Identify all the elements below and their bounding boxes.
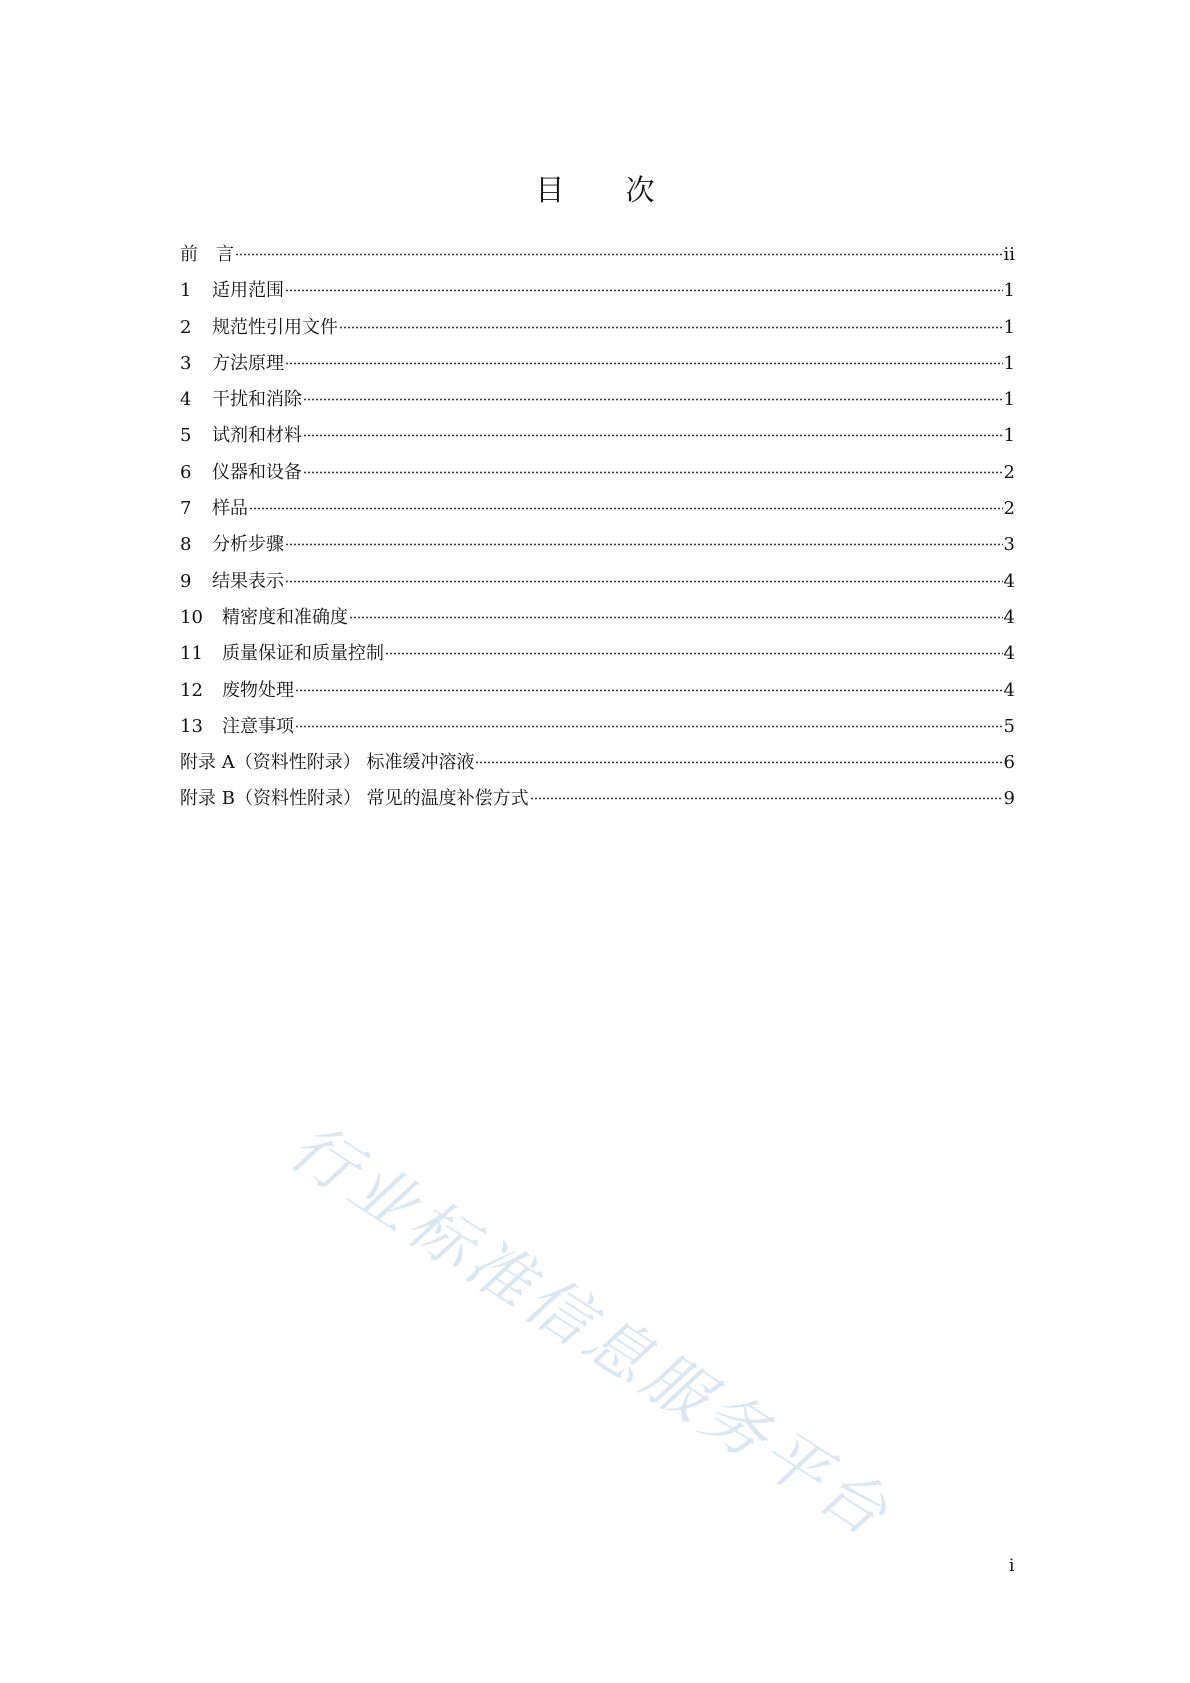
toc-dot-leader [285, 362, 1003, 365]
toc-entry-number: 12 [180, 679, 203, 701]
toc-entry[interactable] [180, 497, 1015, 533]
toc-entry-page: 2 [1003, 498, 1015, 520]
toc-entry-page: 1 [1003, 425, 1015, 447]
toc-entry-title: 方法原理 [212, 352, 284, 374]
toc-entry[interactable] [180, 352, 1015, 388]
toc-entry-page: 4 [1003, 606, 1015, 628]
toc-entry-number: 3 [180, 352, 192, 374]
toc-dot-leader [303, 471, 1003, 474]
toc-entry[interactable] [180, 316, 1015, 352]
toc-entry-number: 9 [180, 570, 192, 592]
toc-entry-page: 1 [1003, 352, 1015, 374]
toc-entry-title: 附录 B（资料性附录） 常见的温度补偿方式 [180, 788, 529, 810]
toc-entry-number: 13 [180, 715, 203, 737]
toc-entry-title: 适用范围 [212, 280, 284, 302]
toc-entry[interactable] [180, 715, 1015, 751]
toc-entry-title: 样品 [212, 498, 248, 520]
toc-entry-number: 5 [180, 425, 192, 447]
toc-dot-leader [285, 543, 1003, 546]
toc-dot-leader [385, 652, 1003, 655]
toc-entry-title: 注意事项 [222, 715, 294, 737]
toc-entry-page: 4 [1003, 679, 1015, 701]
toc-entry-page: 6 [1003, 752, 1015, 774]
toc-entry-number: 10 [180, 606, 203, 628]
toc-entry-title: 废物处理 [222, 679, 294, 701]
page-title: 目 次 [535, 173, 655, 207]
toc-entry-page: 1 [1003, 280, 1015, 302]
toc-entry-title: 结果表示 [212, 570, 284, 592]
toc-entry-title: 前 言 [180, 244, 234, 265]
toc-entry-number: 6 [180, 461, 192, 483]
toc-entry-page: 4 [1003, 570, 1015, 592]
toc-entry[interactable] [180, 751, 1015, 787]
toc-entry[interactable] [180, 279, 1015, 315]
toc-entry-page: 3 [1003, 534, 1015, 556]
toc-dot-leader [285, 580, 1003, 583]
toc-dot-leader [295, 689, 1003, 692]
toc-entry-title: 试剂和材料 [212, 425, 302, 447]
toc-entry-title: 质量保证和质量控制 [222, 643, 384, 665]
toc-entry-page: 1 [1003, 316, 1015, 338]
toc-entry-number: 8 [180, 534, 192, 556]
toc-dot-leader [530, 797, 1003, 800]
toc-entry[interactable] [180, 570, 1015, 606]
toc-entry-page: 2 [1003, 461, 1015, 483]
toc-entry-title: 附录 A（资料性附录） 标准缓冲溶液 [180, 752, 475, 774]
toc-dot-leader [475, 761, 1002, 764]
watermark-text: 行业标准信息服务平台 [276, 1110, 904, 1554]
toc-entry[interactable] [180, 679, 1015, 715]
toc-entry-page: 4 [1003, 643, 1015, 665]
table-of-contents [180, 243, 1015, 824]
toc-entry-title: 规范性引用文件 [212, 316, 338, 338]
toc-dot-leader [303, 398, 1003, 401]
toc-entry[interactable] [180, 642, 1015, 678]
toc-entry[interactable] [180, 461, 1015, 497]
toc-entry-number: 4 [180, 389, 192, 411]
toc-entry-page: ii [1003, 244, 1015, 265]
toc-dot-leader [303, 434, 1003, 437]
toc-dot-leader [235, 253, 1002, 256]
toc-entry-title: 分析步骤 [212, 534, 284, 556]
toc-entry-title: 仪器和设备 [212, 461, 302, 483]
toc-entry-page: 5 [1003, 715, 1015, 737]
toc-entry-title: 精密度和准确度 [222, 606, 348, 628]
toc-entry-number: 11 [180, 643, 203, 665]
toc-dot-leader [295, 725, 1003, 728]
toc-entry[interactable] [180, 388, 1015, 424]
toc-entry-number: 2 [180, 316, 192, 338]
toc-entry[interactable] [180, 243, 1015, 279]
toc-entry[interactable] [180, 533, 1015, 569]
toc-dot-leader [349, 616, 1003, 619]
toc-entry[interactable] [180, 787, 1015, 823]
toc-entry-number: 1 [180, 280, 192, 302]
toc-entry[interactable] [180, 606, 1015, 642]
toc-entry-page: 1 [1003, 389, 1015, 411]
toc-dot-leader [285, 289, 1003, 292]
toc-dot-leader [339, 326, 1003, 329]
page-number: i [1009, 1556, 1015, 1576]
toc-entry-title: 干扰和消除 [212, 389, 302, 411]
toc-entry-page: 9 [1003, 788, 1015, 810]
toc-dot-leader [249, 507, 1003, 510]
toc-entry-number: 7 [180, 498, 192, 520]
toc-entry[interactable] [180, 424, 1015, 460]
